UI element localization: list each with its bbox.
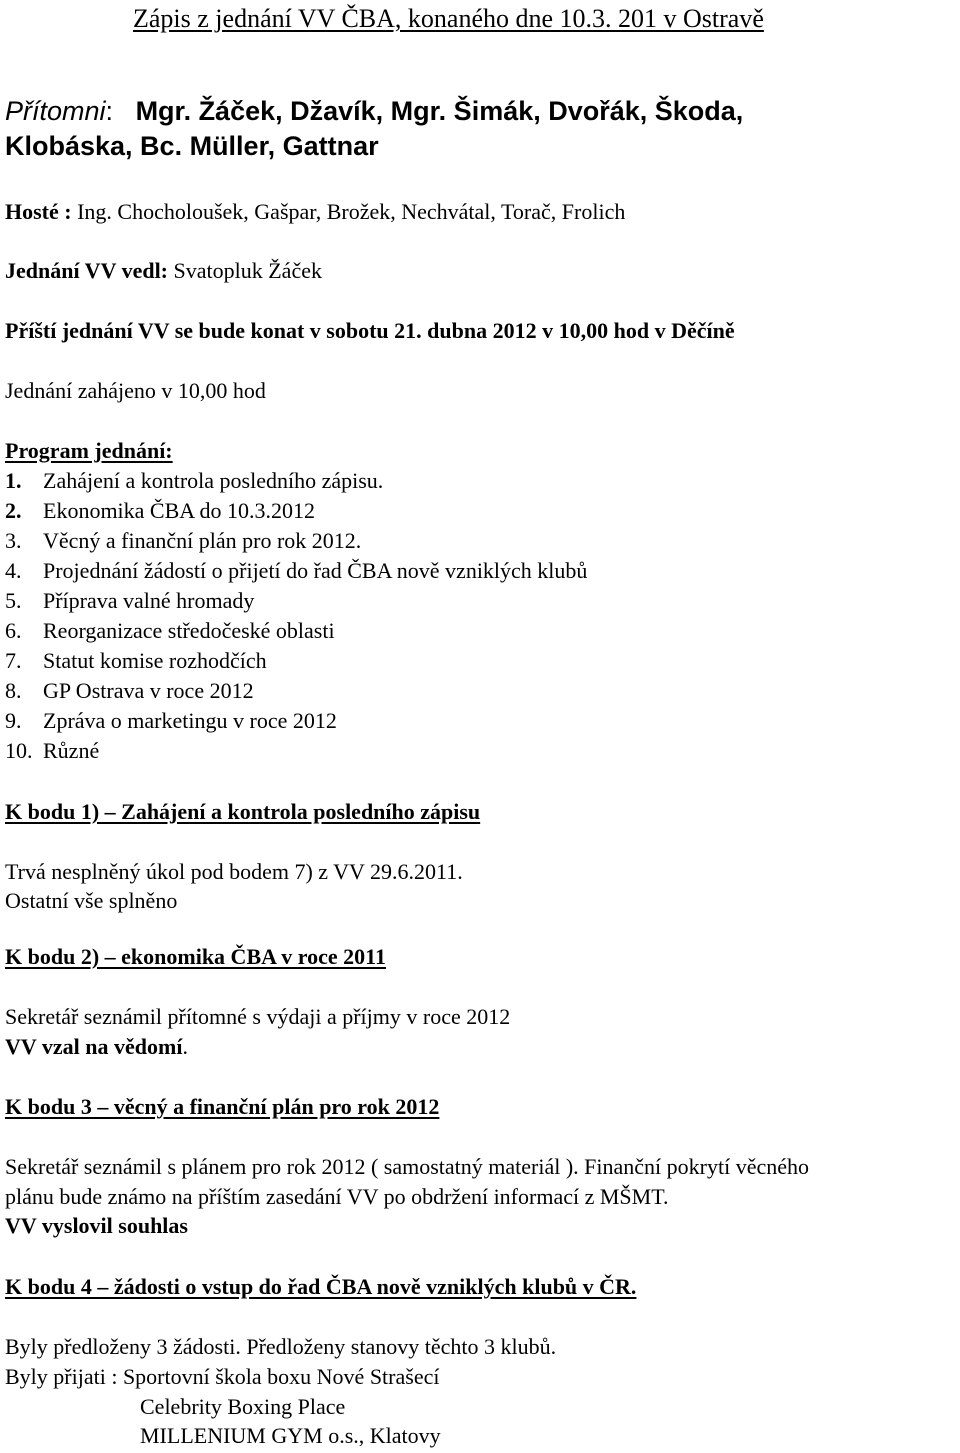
program-item-text: Zahájení a kontrola posledního zápisu. (43, 468, 384, 493)
program-item-number: 5. (5, 588, 22, 613)
section-2-bold-suffix: . (182, 1034, 188, 1059)
program-item (5, 466, 383, 496)
section-1-line: Trvá nesplněný úkol pod bodem 7) z VV 29.6.2011. (5, 859, 463, 884)
section-2-heading: K bodu 2) – ekonomika ČBA v roce 2011 (5, 944, 386, 969)
program-item (5, 496, 315, 526)
guests-label: Hosté : (5, 199, 78, 224)
club-name: MILLENIUM GYM o.s., Klatovy (140, 1423, 441, 1448)
chaired-line (5, 256, 322, 286)
program-item-number: 9. (5, 708, 22, 733)
program-item-number: 4. (5, 558, 22, 583)
next-meeting-line: Příští jednání VV se bude konat v sobotu 21. dubna 2012 v 10,00 hod v Děčíně (5, 318, 735, 343)
section-2-bold: VV vzal na vědomí (5, 1034, 183, 1059)
started-line: Jednání zahájeno v 10,00 hod (5, 378, 266, 403)
program-item (5, 586, 254, 616)
program-item-text: Reorganizace středočeské oblasti (43, 618, 335, 643)
present-label: Přítomni (5, 96, 106, 126)
section-3-heading: K bodu 3 – věcný a finanční plán pro rok 2012 (5, 1094, 440, 1119)
program-item-number: 7. (5, 648, 22, 673)
section-1-line: Ostatní vše splněno (5, 888, 178, 913)
present-names-2: Klobáska, Bc. Müller, Gattnar (5, 131, 379, 161)
section-3-conclusion: VV vyslovil souhlas (5, 1213, 188, 1238)
program-item (5, 646, 267, 676)
present-names-1: Mgr. Žáček, Džavík, Mgr. Šimák, Dvořák, Škoda, (135, 96, 744, 126)
program-item-number: 8. (5, 678, 22, 703)
section-4-heading: K bodu 4 – žádosti o vstup do řad ČBA nově vzniklých klubů v ČR. (5, 1274, 637, 1299)
section-1-heading: K bodu 1) – Zahájení a kontrola posledního zápisu (5, 799, 481, 824)
program-item-number: 1. (5, 468, 22, 493)
program-item (5, 526, 361, 556)
guests-line (5, 197, 625, 227)
program-item-number: 3. (5, 528, 22, 553)
program-item-text: Statut komise rozhodčích (43, 648, 267, 673)
program-item-text: GP Ostrava v roce 2012 (43, 678, 254, 703)
program-item (5, 616, 335, 646)
program-heading: Program jednání: (5, 438, 173, 463)
document-title: Zápis z jednání VV ČBA, konaného dne 10.3. 201 v Ostravě (133, 4, 764, 33)
section-4-line: Byly přijati : Sportovní škola boxu Nové Strašecí (5, 1364, 440, 1389)
program-item (5, 676, 254, 706)
program-item-number: 2. (5, 498, 22, 523)
program-item (5, 736, 99, 766)
section-4-line: Byly předloženy 3 žádosti. Předloženy stanovy těchto 3 klubů. (5, 1334, 557, 1359)
section-3-line: plánu bude známo na příštím zasedání VV po obdržení informací z MŠMT. (5, 1184, 669, 1209)
program-item-number: 6. (5, 618, 22, 643)
section-2-line: Sekretář seznámil přítomné s výdaji a příjmy v roce 2012 (5, 1004, 511, 1029)
program-item-text: Příprava valné hromady (43, 588, 255, 613)
program-item-text: Věcný a finanční plán pro rok 2012. (43, 528, 362, 553)
club-name: Celebrity Boxing Place (140, 1394, 346, 1419)
chaired-value: Svatopluk Žáček (173, 258, 322, 283)
program-item-number: 10. (5, 738, 33, 763)
program-item-text: Ekonomika ČBA do 10.3.2012 (43, 498, 315, 523)
present-line-1 (5, 94, 743, 128)
program-item (5, 706, 337, 736)
section-2-conclusion (5, 1032, 188, 1062)
guests-value: Ing. Chocholoušek, Gašpar, Brožek, Nechvátal, Torač, Frolich (77, 199, 626, 224)
present-colon: : (105, 96, 114, 126)
program-item-text: Různé (43, 738, 100, 763)
program-item-text: Projednání žádostí o přijetí do řad ČBA nově vzniklých klubů (43, 558, 588, 583)
chaired-label: Jednání VV vedl: (5, 258, 174, 283)
program-item (5, 556, 587, 586)
program-item-text: Zpráva o marketingu v roce 2012 (43, 708, 337, 733)
section-3-line: Sekretář seznámil s plánem pro rok 2012 ( samostatný materiál ). Finanční pokrytí věcného (5, 1154, 809, 1179)
